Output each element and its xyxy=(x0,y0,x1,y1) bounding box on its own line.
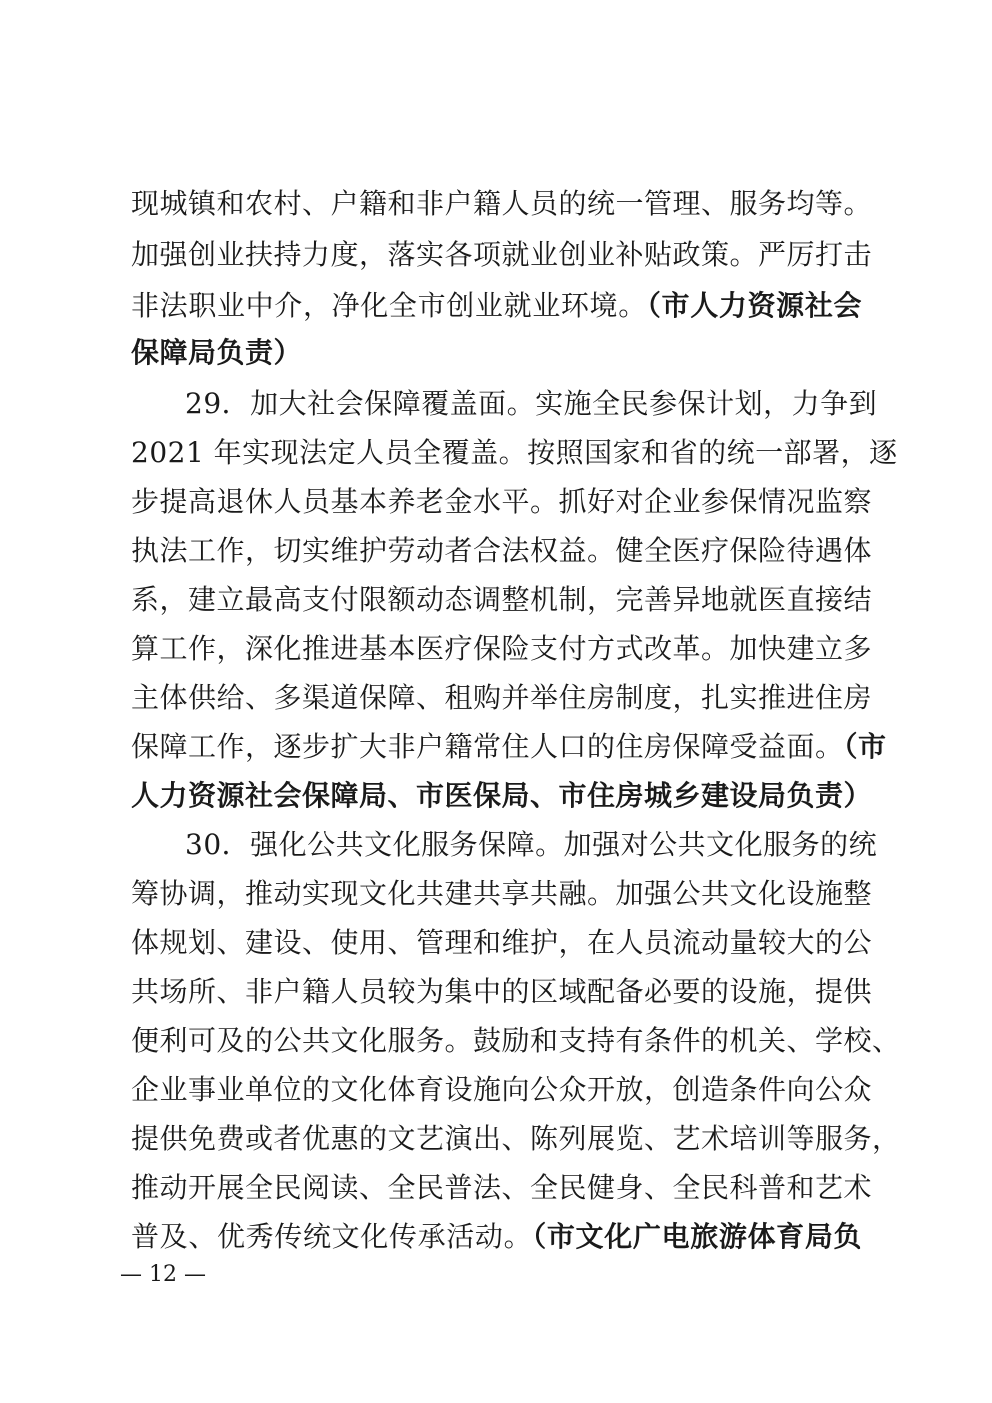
responsible-dept: （市 xyxy=(843,730,887,763)
text-line: 企业事业单位的文化体育设施向公众开放，创造条件向公众 xyxy=(131,1073,873,1106)
text-line: 筹协调，推动实现文化共建共享共融。加强公共文化设施整 xyxy=(131,877,873,910)
text-span: 普及、优秀传统文化传承活动。 xyxy=(131,1220,533,1253)
responsible-dept: （市文化广电旅游体育局负 xyxy=(532,1220,862,1253)
paragraph-29-heading: 29．加大社会保障覆盖面。实施全民参保计划，力争到 xyxy=(185,387,878,420)
text-line: 步提高退休人员基本养老金水平。抓好对企业参保情况监察 xyxy=(131,485,873,518)
text-line: 2021 年实现法定人员全覆盖。按照国家和省的统一部署，逐 xyxy=(131,436,898,469)
text-line xyxy=(131,1217,862,1257)
text-line: 主体供给、多渠道保障、租购并举住房制度，扎实推进住房 xyxy=(131,681,873,714)
text-line: 共场所、非户籍人员较为集中的区域配备必要的设施，提供 xyxy=(131,975,873,1008)
text-line xyxy=(131,286,862,326)
text-line xyxy=(131,727,887,767)
text-span: 非法职业中介，净化全市创业就业环境。 xyxy=(131,289,647,322)
text-line: 现城镇和农村、户籍和非户籍人员的统一管理、服务均等。 xyxy=(131,187,873,220)
responsible-dept: （市人力资源社会 xyxy=(646,289,862,322)
page-number: — 12 — xyxy=(120,1262,206,1287)
text-line: 加强创业扶持力度，落实各项就业创业补贴政策。严厉打击 xyxy=(131,238,873,271)
text-line: 推动开展全民阅读、全民普法、全民健身、全民科普和艺术 xyxy=(131,1171,873,1204)
text-line: 便利可及的公共文化服务。鼓励和支持有条件的机关、学校、 xyxy=(131,1024,901,1057)
text-line: 体规划、建设、使用、管理和维护，在人员流动量较大的公 xyxy=(131,926,873,959)
responsible-dept: 人力资源社会保障局、市医保局、市住房城乡建设局负责） xyxy=(131,779,873,812)
responsible-dept: 保障局负责） xyxy=(131,336,303,369)
text-line: 系，建立最高支付限额动态调整机制，完善异地就医直接结 xyxy=(131,583,873,616)
paragraph-30-heading: 30．强化公共文化服务保障。加强对公共文化服务的统 xyxy=(185,828,878,861)
text-line: 提供免费或者优惠的文艺演出、陈列展览、艺术培训等服务， xyxy=(131,1122,901,1155)
text-span: 保障工作，逐步扩大非户籍常住人口的住房保障受益面。 xyxy=(131,730,844,763)
text-line: 算工作，深化推进基本医疗保险支付方式改革。加快建立多 xyxy=(131,632,873,665)
text-line: 执法工作，切实维护劳动者合法权益。健全医疗保险待遇体 xyxy=(131,534,873,567)
